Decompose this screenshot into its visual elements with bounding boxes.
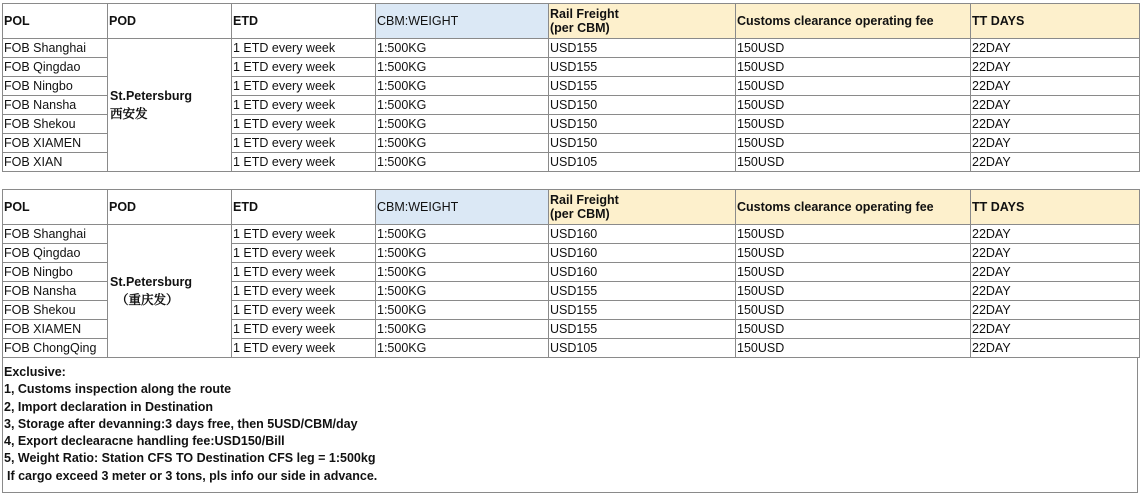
freight-cell: USD155 [549, 58, 736, 77]
ratio-cell: 1:500KG [376, 153, 549, 172]
note-line: 5, Weight Ratio: Station CFS TO Destination CFS leg = 1:500kg [4, 451, 376, 466]
etd-cell: 1 ETD every week [232, 263, 376, 282]
freight-cell: USD160 [549, 244, 736, 263]
fee-cell: 150USD [736, 320, 971, 339]
header-pol: POL [3, 4, 108, 39]
freight-cell: USD150 [549, 134, 736, 153]
etd-cell: 1 ETD every week [232, 320, 376, 339]
note-line: 1, Customs inspection along the route [4, 382, 232, 397]
etd-cell: 1 ETD every week [232, 339, 376, 358]
freight-cell: USD150 [549, 96, 736, 115]
pod-cell [108, 225, 232, 358]
tt-cell: 22DAY [971, 263, 1140, 282]
header-customs-fee: Customs clearance operating fee [736, 190, 971, 225]
tt-cell: 22DAY [971, 301, 1140, 320]
fee-cell: 150USD [736, 58, 971, 77]
fee-cell: 150USD [736, 153, 971, 172]
table-header-row [3, 4, 1140, 39]
fee-cell: 150USD [736, 263, 971, 282]
pod-origin: 西安发 [110, 107, 148, 121]
tt-cell: 22DAY [971, 39, 1140, 58]
exclusions-notes [2, 358, 1138, 493]
ratio-cell: 1:500KG [376, 301, 549, 320]
ratio-cell: 1:500KG [376, 77, 549, 96]
pol-cell: FOB ChongQing [3, 339, 108, 358]
freight-cell: USD105 [549, 153, 736, 172]
fee-cell: 150USD [736, 115, 971, 134]
freight-cell: USD160 [549, 225, 736, 244]
ratio-cell: 1:500KG [376, 225, 549, 244]
ratio-cell: 1:500KG [376, 96, 549, 115]
ratio-cell: 1:500KG [376, 282, 549, 301]
pol-cell: FOB Ningbo [3, 263, 108, 282]
header-pod: POD [108, 190, 232, 225]
pol-cell: FOB Nansha [3, 96, 108, 115]
pod-cell [108, 39, 232, 172]
header-pod: POD [108, 4, 232, 39]
tt-cell: 22DAY [971, 153, 1140, 172]
header-rail-freight [549, 190, 736, 225]
pod-origin: （重庆发） [116, 293, 179, 307]
tt-cell: 22DAY [971, 77, 1140, 96]
etd-cell: 1 ETD every week [232, 77, 376, 96]
etd-cell: 1 ETD every week [232, 282, 376, 301]
header-rail-freight [549, 4, 736, 39]
header-cbm-weight: CBM:WEIGHT [376, 4, 549, 39]
ratio-cell: 1:500KG [376, 115, 549, 134]
ratio-cell: 1:500KG [376, 263, 549, 282]
rate-table-chongqing [2, 189, 1140, 358]
header-cbm-weight: CBM:WEIGHT [376, 190, 549, 225]
header-rail-freight-line1: Rail Freight [550, 7, 619, 21]
header-rail-freight-line2: (per CBM) [550, 21, 610, 35]
pol-cell: FOB Shanghai [3, 39, 108, 58]
pod-name: St.Petersburg [110, 89, 192, 103]
pol-cell: FOB Shekou [3, 301, 108, 320]
freight-cell: USD155 [549, 77, 736, 96]
tt-cell: 22DAY [971, 339, 1140, 358]
pol-cell: FOB Qingdao [3, 58, 108, 77]
table-row [3, 39, 1140, 58]
header-etd: ETD [232, 190, 376, 225]
pol-cell: FOB Qingdao [3, 244, 108, 263]
note-line: 3, Storage after devanning:3 days free, then 5USD/CBM/day [4, 416, 358, 431]
header-tt-days: TT DAYS [971, 4, 1140, 39]
ratio-cell: 1:500KG [376, 58, 549, 77]
fee-cell: 150USD [736, 39, 971, 58]
etd-cell: 1 ETD every week [232, 134, 376, 153]
tt-cell: 22DAY [971, 282, 1140, 301]
etd-cell: 1 ETD every week [232, 153, 376, 172]
fee-cell: 150USD [736, 244, 971, 263]
pol-cell: FOB Nansha [3, 282, 108, 301]
ratio-cell: 1:500KG [376, 320, 549, 339]
pol-cell: FOB Shekou [3, 115, 108, 134]
tt-cell: 22DAY [971, 96, 1140, 115]
etd-cell: 1 ETD every week [232, 244, 376, 263]
ratio-cell: 1:500KG [376, 339, 549, 358]
tt-cell: 22DAY [971, 244, 1140, 263]
fee-cell: 150USD [736, 339, 971, 358]
ratio-cell: 1:500KG [376, 39, 549, 58]
notes-heading: Exclusive: [4, 365, 66, 379]
pod-name: St.Petersburg [110, 275, 192, 289]
etd-cell: 1 ETD every week [232, 225, 376, 244]
pol-cell: FOB XIAMEN [3, 320, 108, 339]
header-rail-freight-line2: (per CBM) [550, 207, 610, 221]
note-line: If cargo exceed 3 meter or 3 tons, pls info our side in advance. [7, 468, 378, 483]
etd-cell: 1 ETD every week [232, 96, 376, 115]
ratio-cell: 1:500KG [376, 244, 549, 263]
header-tt-days: TT DAYS [971, 190, 1140, 225]
freight-cell: USD160 [549, 263, 736, 282]
etd-cell: 1 ETD every week [232, 39, 376, 58]
freight-cell: USD155 [549, 39, 736, 58]
fee-cell: 150USD [736, 301, 971, 320]
freight-cell: USD155 [549, 320, 736, 339]
tt-cell: 22DAY [971, 225, 1140, 244]
header-customs-fee: Customs clearance operating fee [736, 4, 971, 39]
note-line: 4, Export declearacne handling fee:USD150/Bill [4, 434, 285, 449]
freight-cell: USD155 [549, 282, 736, 301]
note-line: 2, Import declaration in Destination [4, 399, 214, 414]
etd-cell: 1 ETD every week [232, 115, 376, 134]
etd-cell: 1 ETD every week [232, 58, 376, 77]
tt-cell: 22DAY [971, 320, 1140, 339]
tt-cell: 22DAY [971, 115, 1140, 134]
tt-cell: 22DAY [971, 58, 1140, 77]
header-etd: ETD [232, 4, 376, 39]
etd-cell: 1 ETD every week [232, 301, 376, 320]
table-header-row [3, 190, 1140, 225]
freight-cell: USD155 [549, 301, 736, 320]
fee-cell: 150USD [736, 77, 971, 96]
rate-table-xian [2, 3, 1140, 172]
tt-cell: 22DAY [971, 134, 1140, 153]
pol-cell: FOB XIAMEN [3, 134, 108, 153]
pol-cell: FOB Shanghai [3, 225, 108, 244]
fee-cell: 150USD [736, 225, 971, 244]
fee-cell: 150USD [736, 282, 971, 301]
freight-cell: USD150 [549, 115, 736, 134]
fee-cell: 150USD [736, 96, 971, 115]
header-rail-freight-line1: Rail Freight [550, 193, 619, 207]
ratio-cell: 1:500KG [376, 134, 549, 153]
fee-cell: 150USD [736, 134, 971, 153]
table-row [3, 225, 1140, 244]
pol-cell: FOB XIAN [3, 153, 108, 172]
header-pol: POL [3, 190, 108, 225]
freight-cell: USD105 [549, 339, 736, 358]
pol-cell: FOB Ningbo [3, 77, 108, 96]
